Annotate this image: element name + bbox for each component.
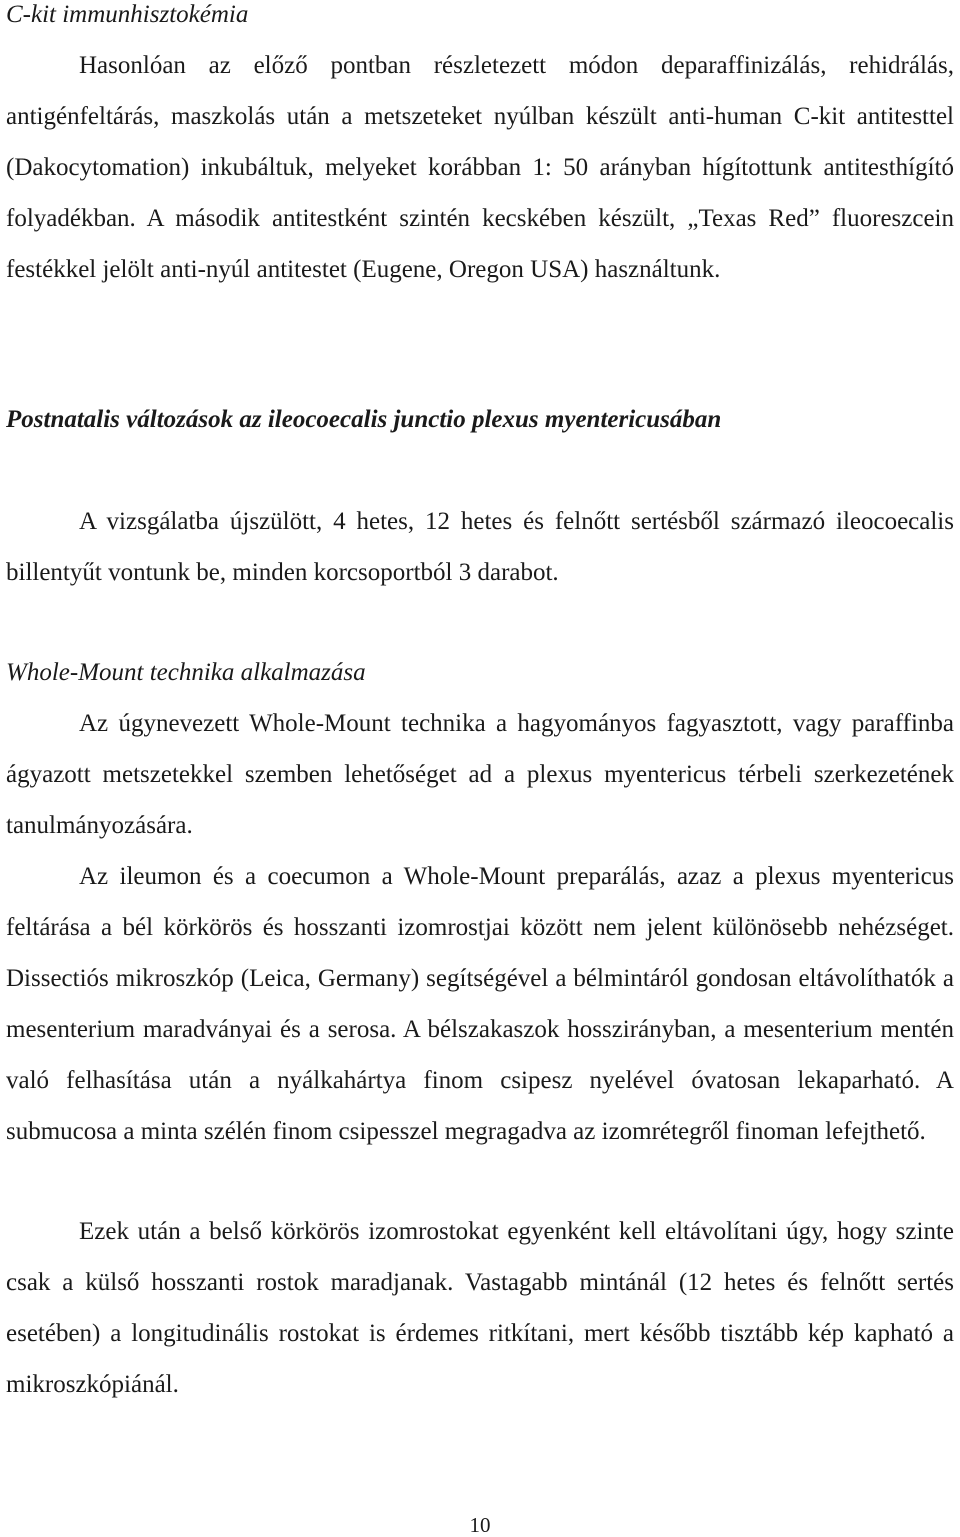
paragraph-postnatal: A vizsgálatba újszülött, 4 hetes, 12 hetes és felnőtt sertésből származó ileocoecalis billentyűt vontunk be, minden korcsoportból 3 darabot. [6,508,954,586]
section-heading-ckit: C-kit immunhisztokémia [6,1,249,28]
paragraph-wholemount-3: Ezek után a belső körkörös izomrostokat egyenként kell eltávolítani úgy, hogy szinte csak a külső hosszanti rostok maradjanak. Vastagabb mintánál (12 hetes és felnőtt sertés esetében) a longitudinális rostokat is érdemes ritkítani, mert később tisztább kép kapható a mikroszkópiánál. [6,1218,954,1398]
paragraph-wholemount-1: Az úgynevezett Whole-Mount technika a hagyományos fagyasztott, vagy paraffinba ágyazott metszetekkel szemben lehetőséget ad a plexus myentericus térbeli szerkezetének tanulmányozására. [6,710,954,839]
page-number: 10 [469,1513,491,1537]
paragraph-wholemount-2: Az ileumon és a coecumon a Whole-Mount preparálás, azaz a plexus myentericus feltárása a bél körkörös és hosszanti izomrostjai között nem jelent különösebb nehézséget. Dissectiós mikroszkóp (Leica, Germany) segítségével a bélmintáról gondosan eltávolíthatók a mesenterium maradványai és a serosa. A bélszakaszok hosszirányban, a mesenterium mentén való felhasítása után a nyálkahártya finom csipesz nyelével óvatosan lekaparható. A submucosa a minta szélén finom csipesszel megragadva az izomrétegről finoman lefejthető. [6,863,954,1145]
section-heading-wholemount: Whole-Mount technika alkalmazása [6,659,366,686]
section-heading-postnatal: Postnatalis változások az ileocoecalis junctio plexus myentericusában [6,406,722,433]
paragraph-ckit: Hasonlóan az előző pontban részletezett módon deparaffinizálás, rehidrálás, antigénfeltárás, maszkolás után a metszeteket nyúlban készült anti-human C-kit antitesttel (Dakocytomation) inkubáltuk, melyeket korábban 1: 50 arányban hígítottunk antitesthígító folyadékban. A második antitestként szintén kecskében készült, „Texas Red” fluoreszcein festékkel jelölt anti-nyúl antitestet (Eugene, Oregon USA) használtunk. [6,52,954,283]
